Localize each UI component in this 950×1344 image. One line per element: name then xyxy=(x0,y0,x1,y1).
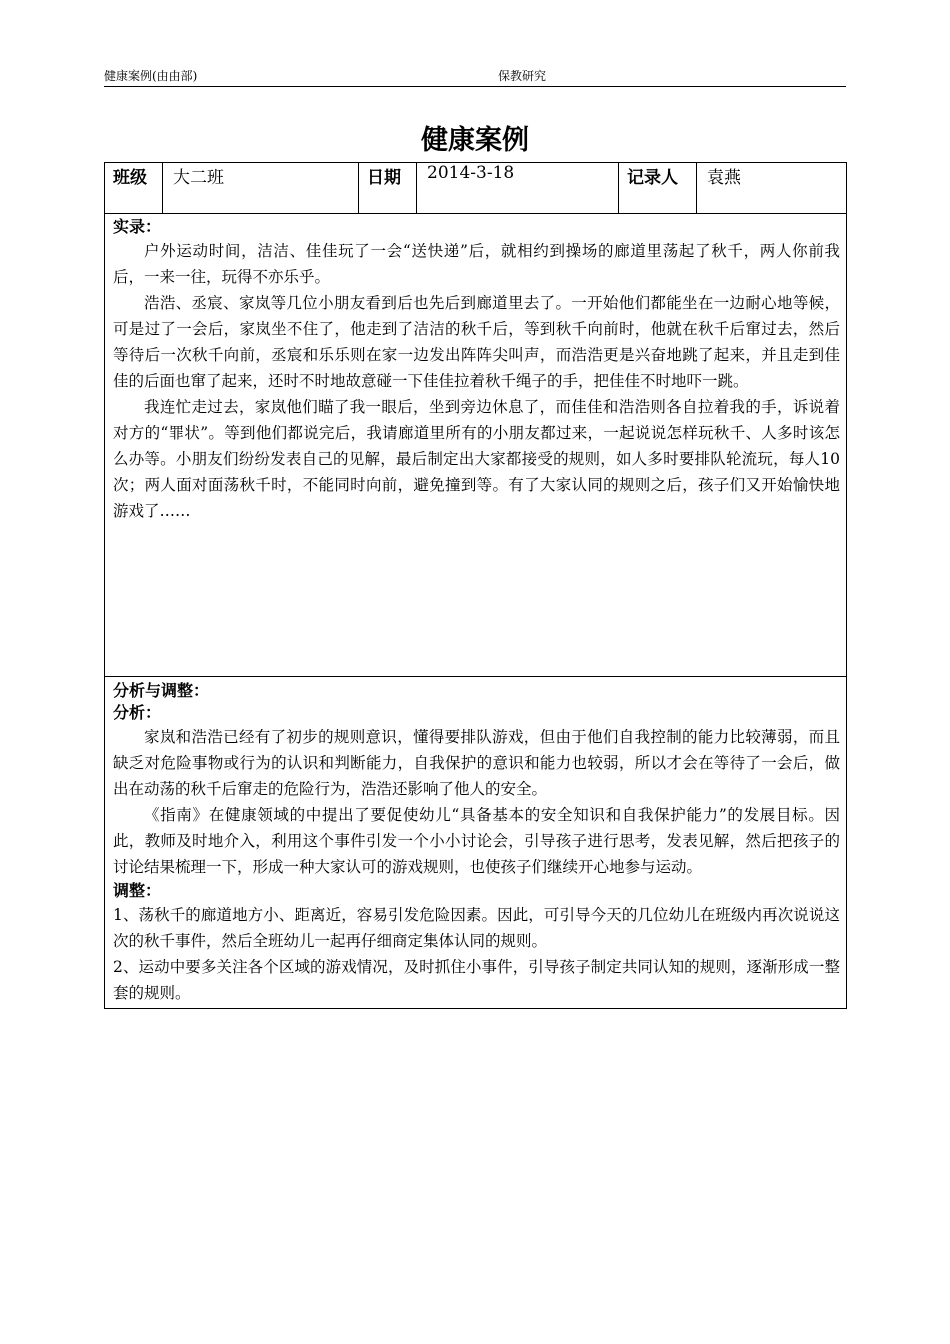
date-label: 日期 xyxy=(359,163,417,214)
recorder-value: 袁燕 xyxy=(697,163,847,214)
analysis-paragraph: 《指南》在健康领域的中提出了要促使幼儿“具备基本的安全知识和自我保护能力”的发展目标。因此，教师及时地介入，利用这个事件引发一个小小讨论会，引导孩子进行思考，发表见解，然后把孩子的讨论结果梳理一下，形成一种大家认可的游戏规则，也使孩子们继续开心地参与运动。 xyxy=(113,806,840,876)
analysis-adjust-heading: 分析与调整： xyxy=(113,681,210,700)
record-row xyxy=(105,214,847,677)
date-value: 2014-3-18 xyxy=(417,163,619,214)
record-paragraph: 我连忙走过去，家岚他们瞄了我一眼后，坐到旁边休息了，而佳佳和浩浩则各自拉着我的手，诉说着对方的“罪状”。等到他们都说完后，我请廊道里所有的小朋友都过来，一起说说怎样玩秋千、人多时该怎么办等。小朋友们纷纷发表自己的见解，最后制定出大家都接受的规则，如人多时要排队轮流玩，每人10次；两人面对面荡秋千时，不能同时向前，避免撞到等。有了大家认同的规则之后，孩子们又开始愉快地游戏了…… xyxy=(113,398,840,520)
record-paragraph: 户外运动时间，洁洁、佳佳玩了一会“送快递”后，就相约到操场的廊道里荡起了秋千，两人你前我后，一来一往，玩得不亦乐乎。 xyxy=(113,242,840,286)
analysis-row xyxy=(105,677,847,1009)
adjust-subheading: 调整： xyxy=(113,881,162,900)
record-paragraph: 浩浩、丞宸、家岚等几位小朋友看到后也先后到廊道里去了。一开始他们都能坐在一边耐心地等候，可是过了一会后，家岚坐不住了，他走到了洁洁的秋千后，等到秋千向前时，他就在秋千后窜过去，然后等待后一次秋千向前，丞宸和乐乐则在家一边发出阵阵尖叫声，而浩浩更是兴奋地跳了起来，并且走到佳佳的后面也窜了起来，还时不时地故意碰一下佳佳拉着秋千绳子的手，把佳佳不时地吓一跳。 xyxy=(113,294,840,390)
adjust-item: 1、荡秋千的廊道地方小、距离近，容易引发危险因素。因此，可引导今天的几位幼儿在班级内再次说说这次的秋千事件，然后全班幼儿一起再仔细商定集体认同的规则。 xyxy=(113,906,840,950)
analysis-subheading: 分析： xyxy=(113,703,162,722)
case-record-table xyxy=(104,162,847,1009)
class-label: 班级 xyxy=(105,163,163,214)
info-row xyxy=(105,163,847,214)
recorder-label: 记录人 xyxy=(619,163,697,214)
page-header xyxy=(104,64,846,87)
record-heading: 实录： xyxy=(113,217,162,236)
record-cell xyxy=(105,214,847,677)
adjust-item: 2、运动中要多关注各个区域的游戏情况，及时抓住小事件，引导孩子制定共同认知的规则，逐渐形成一整套的规则。 xyxy=(113,958,840,1002)
document-title: 健康案例 xyxy=(421,125,529,156)
analysis-paragraph: 家岚和浩浩已经有了初步的规则意识，懂得要排队游戏，但由于他们自我控制的能力比较薄弱，而且缺乏对危险事物或行为的认识和判断能力，自我保护的意识和能力也较弱，所以才会在等待了一会后，做出在动荡的秋千后窜走的危险行为，浩浩还影响了他人的安全。 xyxy=(113,728,840,798)
class-value: 大二班 xyxy=(163,163,359,214)
analysis-cell xyxy=(105,677,847,1009)
header-center-text: 保教研究 xyxy=(498,69,547,83)
header-left-text: 健康案例(由由部) xyxy=(104,69,198,83)
